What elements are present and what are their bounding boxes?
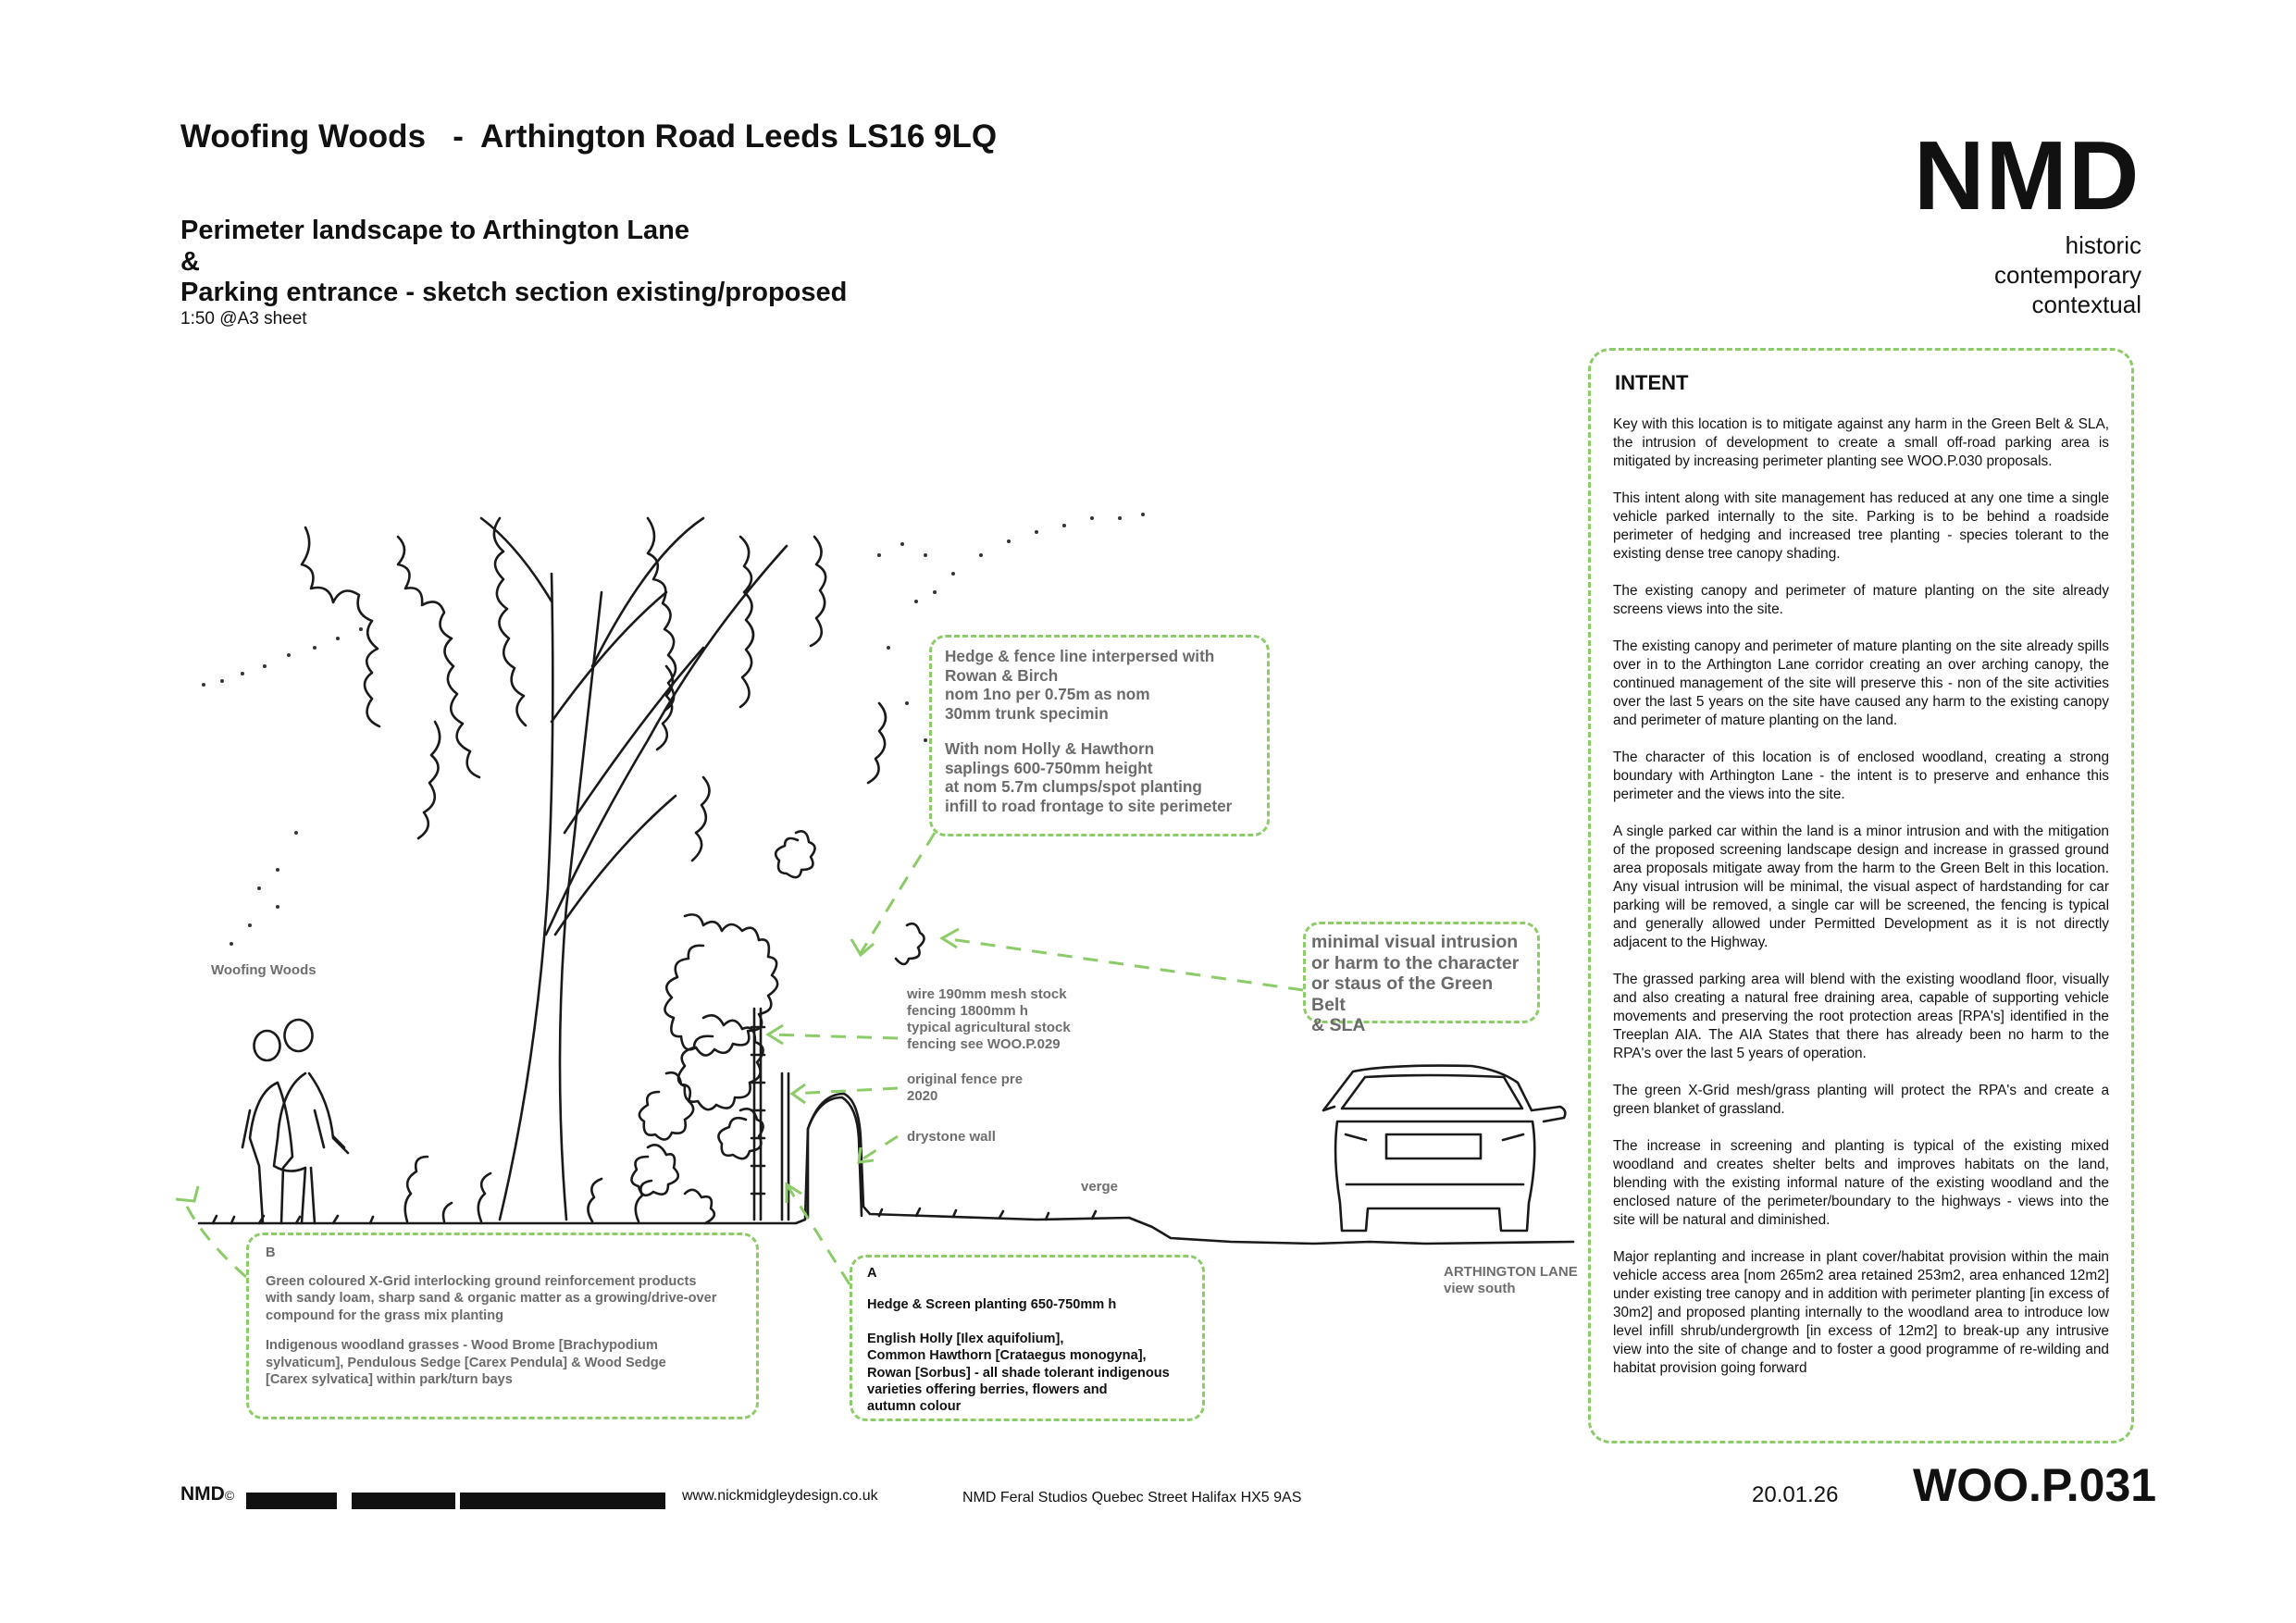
callout-a-hedge-screen — [850, 1255, 1205, 1421]
callout-line: Indigenous woodland grasses - Wood Brome [Brachypodium — [266, 1338, 658, 1353]
drystone-wall — [808, 1097, 862, 1218]
intent-paragraph: The existing canopy and perimeter of mature planting on the site already spills over in to the Arthington Lane corridor creating an over arching canopy, the continued management of the site will preserve this - non of the site activities over the last 5 years on the site have caused any harm to the existing canopy and perimeter of mature planting on the land. — [1613, 638, 2109, 728]
callout-line: nom 1no per 0.75m as nom — [945, 685, 1150, 703]
drystone-wall-label: drystone wall — [907, 1129, 996, 1145]
callout-line: minimal visual intrusion — [1311, 932, 1519, 952]
sheet-date: 20.01.26 — [1752, 1482, 1839, 1507]
intent-paragraph: Key with this location is to mitigate against any harm in the Green Belt & SLA, the intrusion of development to create a small off-road parking area is mitigated by increasing perimeter planting see WOO.P.030 proposals. — [1613, 416, 2109, 469]
car-sketch — [1323, 1066, 1565, 1231]
intent-heading: INTENT — [1615, 371, 1689, 394]
callout-line: infill to road frontage to site perimeter — [945, 796, 1233, 815]
callout-line: compound for the grass mix planting — [266, 1307, 504, 1323]
callout-line: at nom 5.7m clumps/spot planting — [945, 777, 1202, 796]
intent-paragraph: A single parked car within the land is a minor intrusion and with the mitigation of the proposed screening landscape design and increase in grassed ground area proposals mitigate away from the harm to the Green Belt in this location. Any visual intrusion will be minimal, the visual aspect of hardstanding for car parking will be removed, a single car will be screened, the fencing is typical and generally allowed under Permitted Development as it is not directly adjacent to the Highway. — [1613, 824, 2109, 950]
wire-fence-line: fencing see WOO.P.029 — [907, 1036, 1061, 1052]
footer-brand — [180, 1483, 234, 1505]
intent-paragraph: This intent along with site management has reduced at any one time a single vehicle parked internally to the site. Parking is to be behind a roadside perimeter of hedging and increased tree planting - species tolerant to the existing dense tree canopy shading. — [1613, 490, 2109, 562]
callout-line: with sandy loam, sharp sand & organic matter as a growing/drive-over — [266, 1291, 717, 1306]
subtitle-line-1: Perimeter landscape to Arthington Lane — [180, 216, 690, 245]
intent-paragraph: The existing canopy and perimeter of mature planting on the site already screens views into the site. — [1613, 583, 2109, 617]
wire-fence-label — [907, 986, 1071, 1053]
callout-line: Common Hawthorn [Crataegus monogyna], — [867, 1348, 1147, 1364]
callout-line: saplings 600-750mm height — [945, 758, 1153, 777]
road-name: ARTHINGTON LANE — [1444, 1264, 1578, 1280]
callout-line: sylvaticum], Pendulous Sedge [Carex Pendula] & Wood Sedge — [266, 1355, 666, 1370]
subtitle-line-3: Parking entrance - sketch section existing/proposed — [180, 278, 848, 307]
wire-fence-line: fencing 1800mm h — [907, 1003, 1028, 1019]
hedge-fence-callout — [929, 635, 1270, 836]
callout-heading: Hedge & Screen planting 650-750mm h — [867, 1297, 1117, 1313]
redacted-bar — [460, 1493, 665, 1509]
callout-letter: A — [867, 1266, 877, 1281]
main-tree-trunk — [500, 574, 602, 1220]
tagline-contemporary: contemporary — [1994, 261, 2141, 289]
original-fence-label — [907, 1072, 1023, 1105]
callout-line: autumn colour — [867, 1399, 962, 1415]
woofing-woods-label: Woofing Woods — [211, 962, 316, 978]
footer-copyright: © — [224, 1488, 235, 1503]
b-leader-arrow — [185, 1203, 246, 1277]
callout-line: 30mm trunk specimin — [945, 703, 1109, 723]
redacted-bar — [352, 1493, 455, 1509]
callout-line: Rowan & Birch — [945, 665, 1059, 685]
wire-leader-arrow — [768, 1035, 898, 1038]
intent-panel — [1588, 348, 2134, 1443]
road-view: view south — [1444, 1281, 1516, 1296]
drystone-leader-arrow — [861, 1136, 898, 1160]
callout-line: Green coloured X-Grid interlocking ground reinforcement products — [266, 1273, 697, 1289]
callout-letter: B — [266, 1245, 276, 1260]
intent-paragraph: The green X-Grid mesh/grass planting will protect the RPA's and create a green blanket of grassland. — [1613, 1083, 2109, 1117]
callout-line: Rowan [Sorbus] - all shade tolerant indigenous — [867, 1365, 1170, 1381]
website-link[interactable]: www.nickmidgleydesign.co.uk — [682, 1488, 878, 1504]
fence-post — [754, 1009, 761, 1220]
callout-line: or harm to the character — [1311, 952, 1520, 973]
callout-line: [Carex sylvatica] within park/turn bays — [266, 1372, 513, 1387]
subtitle-line-2: & — [180, 247, 200, 277]
intent-paragraph: The grassed parking area will blend with the existing woodland floor, visually and also creating a natural free draining area, capable of supporting vehicle movements and preserving the root protection areas [RPA's] identified in the Treeplan AIA. The AIA States that there has already been no harm to the RPA's over the last 5 years of operation. — [1613, 972, 2109, 1061]
intent-paragraph: The character of this location is of enclosed woodland, creating a strong boundary with Arthington Lane - the intent is to preserve and enhance this perimeter and the views into the site. — [1613, 750, 2109, 802]
wire-fence-line: wire 190mm mesh stock — [907, 986, 1067, 1002]
page-title: Woofing Woods - Arthington Road Leeds LS16 9LQ — [180, 118, 998, 155]
tagline-contextual: contextual — [2031, 291, 2141, 318]
callout-line: English Holly [Ilex aquifolium], — [867, 1331, 1064, 1346]
callout-line: & SLA — [1311, 1015, 1366, 1035]
scale-note: 1:50 @A3 sheet — [180, 309, 307, 328]
intent-paragraph: The increase in screening and planting is typical of the existing mixed woodland and creates shelter belts and improves habitats on the land, blending with the existing informal nature of the existing woodland and the enclosed nature of the perimeter/boundary to the highways - views into the site will be natural and diminished. — [1613, 1138, 2109, 1228]
studio-address: NMD Feral Studios Quebec Street Halifax HX5 9AS — [962, 1490, 1302, 1505]
visual-leader-arrow — [944, 938, 1303, 990]
verge-label: verge — [1081, 1179, 1119, 1195]
intent-paragraph: Major replanting and increase in plant cover/habitat provision within the main vehicle access area [nom 265m2 area retained 253m2, area enhanced 12m2] under existing tree canopy and in addition with perimeter planting [in excess of 30m2] and proposed planting internally to the woodland area to introduce low level infill shrub/undergrowth [in excess of 12m2] to break-up any intrusive view into the site of change and to foster a good programme of re-wilding and habitat provision going forward — [1613, 1249, 2109, 1376]
tagline-historic: historic — [2065, 231, 2141, 259]
wire-fence-line: typical agricultural stock — [907, 1020, 1071, 1035]
nmd-logo: NMD — [1914, 121, 2141, 230]
callout-line: Hedge & fence line interpersed with — [945, 647, 1215, 665]
callout-line: or staus of the Green Belt — [1311, 973, 1494, 1015]
footer-brand-name: NMD — [180, 1483, 225, 1505]
visual-intrusion-callout — [1303, 922, 1540, 1035]
hedge-a-leader-arrow — [787, 1184, 850, 1284]
original-fence-line: 2020 — [907, 1088, 938, 1104]
callout-b-ground-reinforcement — [246, 1233, 759, 1419]
people-figures — [242, 1020, 348, 1223]
original-fence-line: original fence pre — [907, 1072, 1024, 1087]
sheet-number: WOO.P.031 — [1913, 1459, 2157, 1511]
callout-line: With nom Holly & Hawthorn — [945, 739, 1155, 758]
road-label — [1444, 1264, 1578, 1297]
callout-line: varieties offering berries, flowers and — [867, 1382, 1108, 1398]
tree-canopy — [302, 518, 886, 861]
redacted-bar — [246, 1493, 337, 1509]
